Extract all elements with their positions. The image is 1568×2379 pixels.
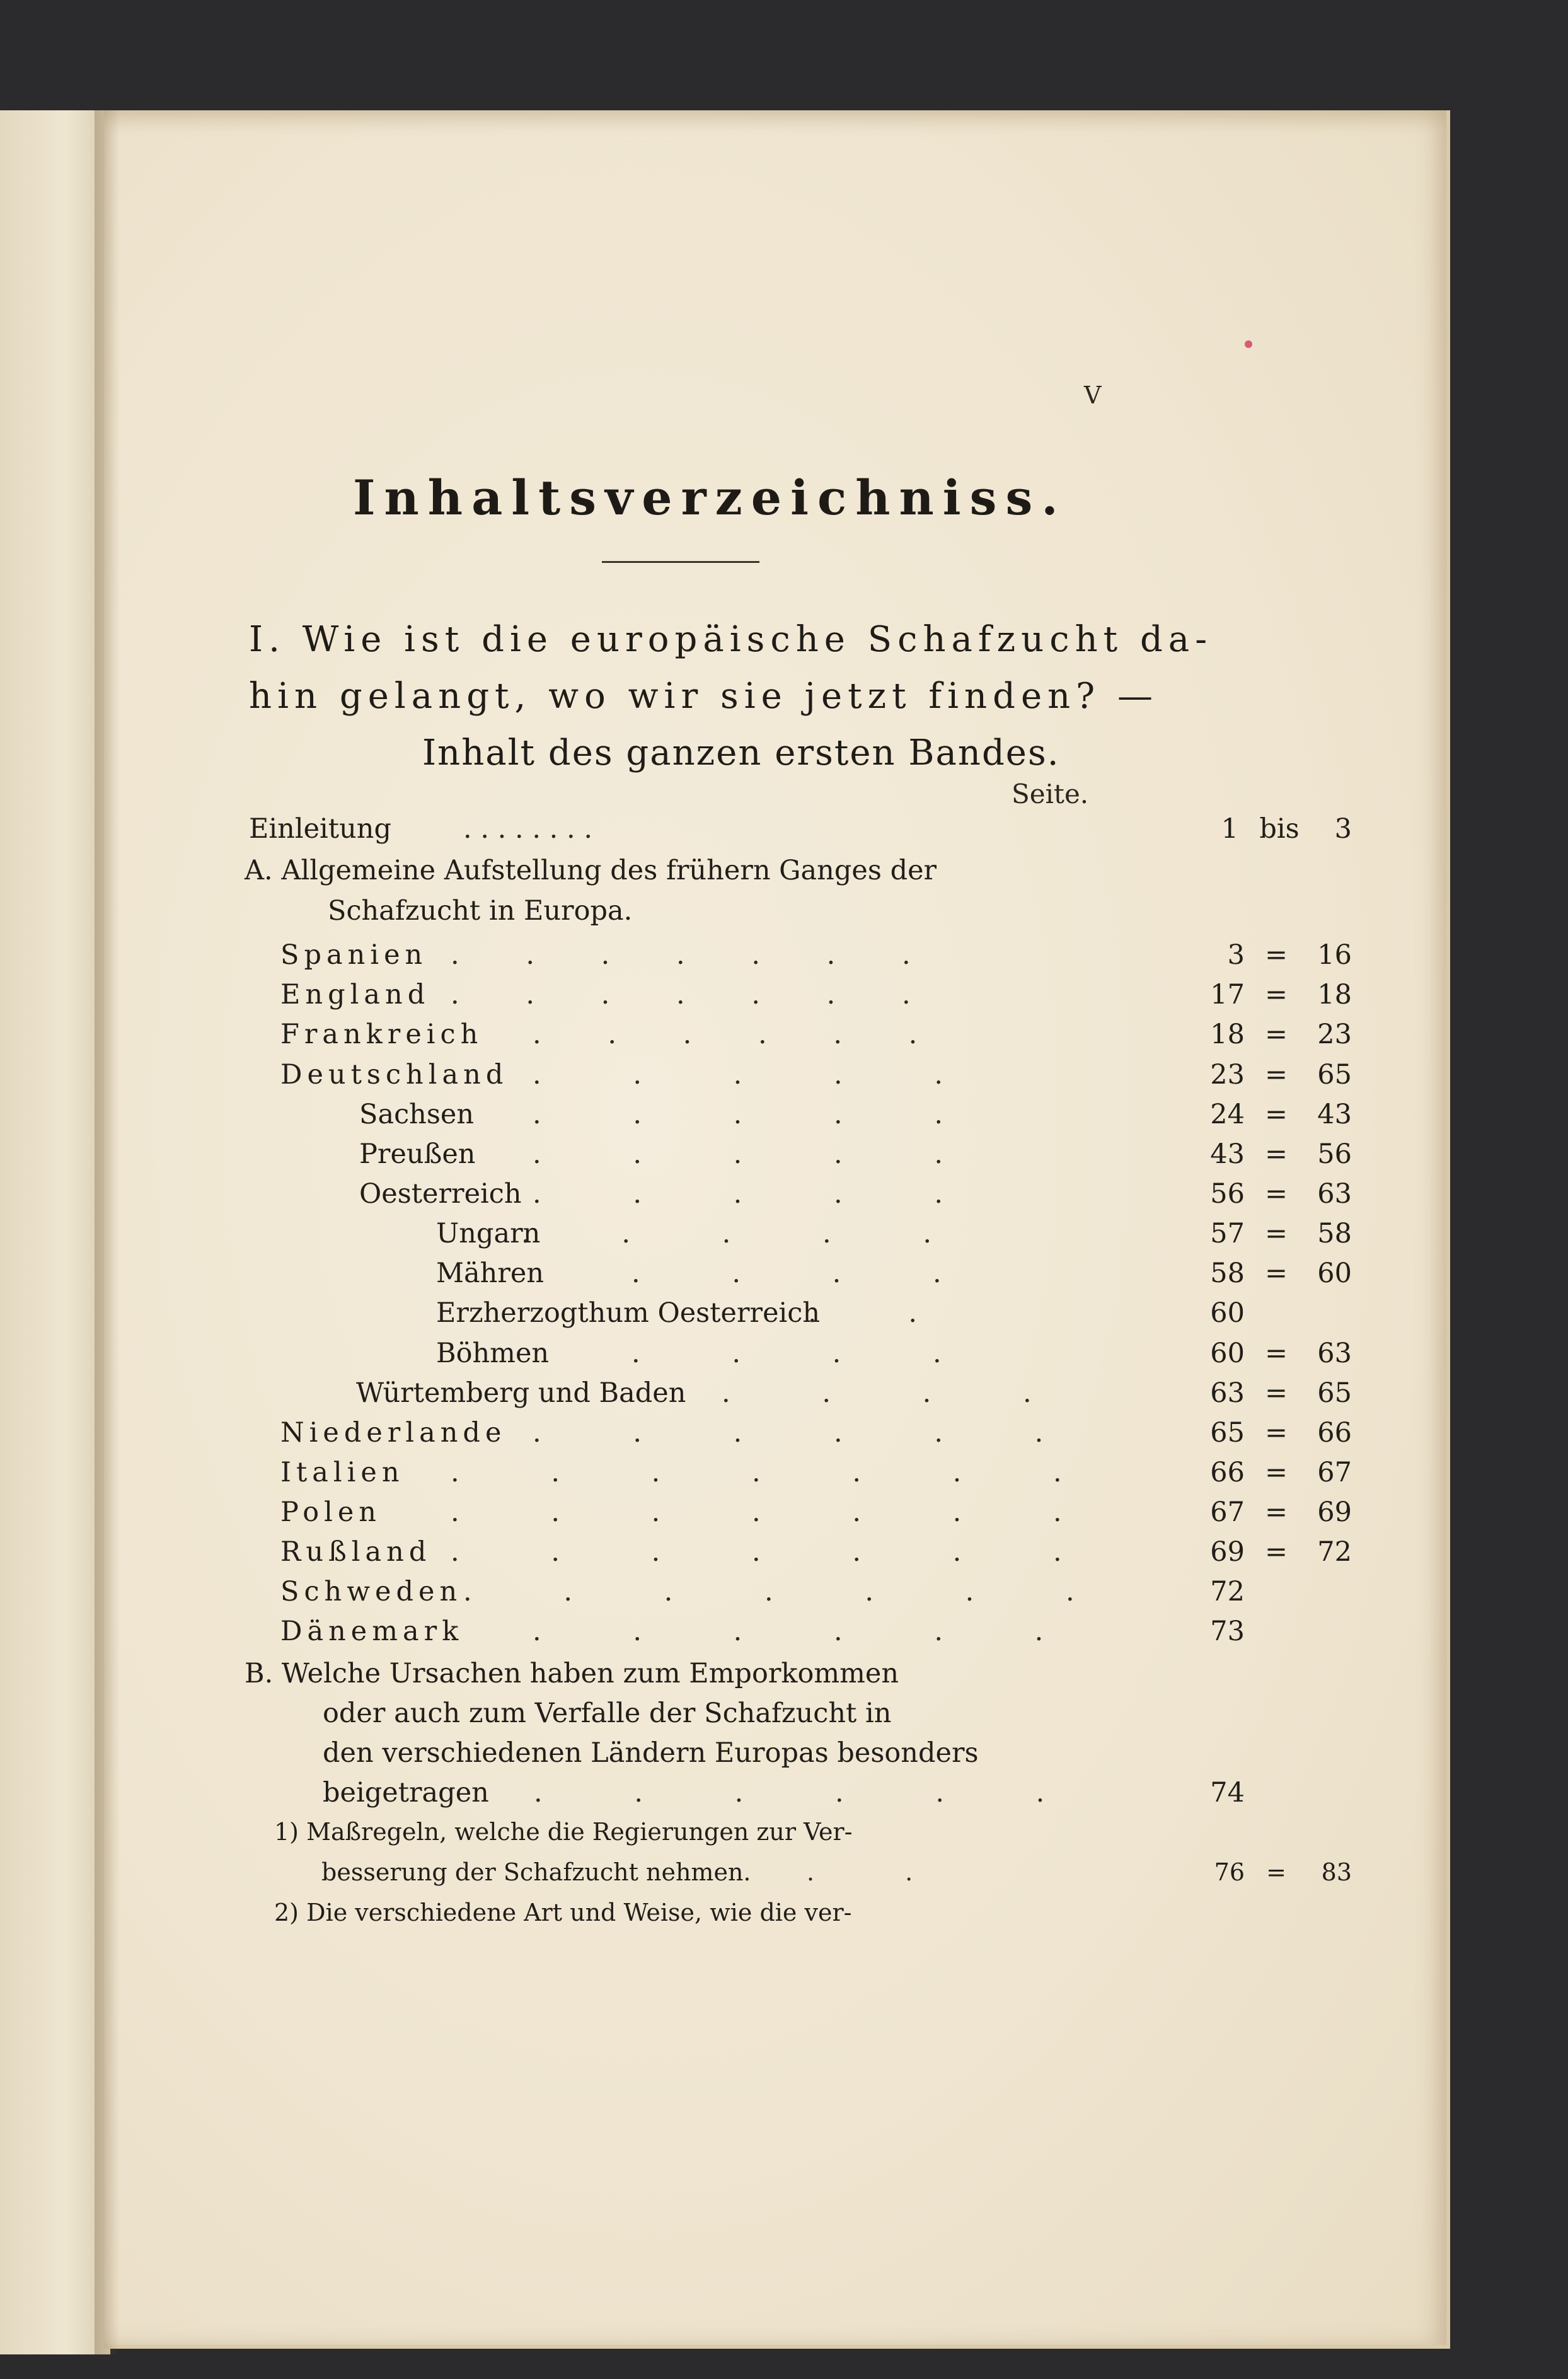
toc-entry-leader: . . . . (722, 1377, 1073, 1409)
toc-entry-leader: . . . . . . . (451, 979, 940, 1010)
toc-entry-label: Frankreich (280, 1019, 483, 1050)
toc-entry-page-from: 57 (1210, 1218, 1245, 1249)
heading-line-2: hin gelangt, wo wir sie jetzt finden? — (249, 676, 1158, 717)
toc-entry-separator: = (1264, 1178, 1288, 1210)
toc-entry-label: Sachsen (359, 1099, 475, 1130)
toc-entry-page-from: 69 (1210, 1536, 1245, 1568)
toc-entry-page-from: 76 (1214, 1858, 1245, 1886)
toc-entry-label: Ungarn (436, 1218, 541, 1249)
toc-entry-label: Mähren (436, 1258, 545, 1289)
toc-entry-label: den verschiedenen Ländern Europas besonders (323, 1737, 979, 1769)
toc-entry-leader: . . . . . . . (451, 939, 940, 971)
toc-entry-label: Preußen (359, 1138, 476, 1170)
toc-entry-label: Böhmen (436, 1338, 550, 1369)
toc-entry-leader: . . . . . . (534, 1777, 1087, 1809)
toc-entry-separator: = (1264, 1457, 1288, 1488)
toc-entry-separator: bis (1259, 813, 1300, 845)
toc-entry-label: Deutschland (280, 1059, 509, 1091)
toc-entry-page-to: 83 (1321, 1858, 1352, 1886)
toc-entry-label: Würtemberg und Baden (356, 1377, 686, 1409)
toc-entry-page-from: 60 (1210, 1297, 1245, 1329)
toc-entry-leader: . . . . . (533, 1059, 985, 1091)
toc-entry-label: Spanien (280, 939, 428, 971)
toc-entry-leader: . . . . (631, 1258, 983, 1289)
toc-entry-page-from: 65 (1210, 1417, 1245, 1449)
toc-entry-label: Oesterreich (359, 1178, 522, 1210)
toc-entry-separator: = (1264, 1138, 1288, 1170)
toc-entry-leader: . . . . . (533, 1099, 985, 1130)
toc-entry-separator: = (1264, 1417, 1288, 1449)
toc-entry-label: besserung der Schafzucht nehmen. (321, 1858, 751, 1886)
toc-entry-leader: . . . . (631, 1338, 983, 1369)
toc-entry-page-to: 56 (1317, 1138, 1352, 1170)
toc-entry-leader: . . . . . . . (451, 1536, 1104, 1568)
toc-entry-separator: = (1264, 939, 1288, 971)
toc-entry-label: B. Welche Ursachen haben zum Emporkommen (245, 1658, 899, 1689)
toc-entry-page-from: 56 (1210, 1178, 1245, 1210)
toc-entry-label: 1) Maßregeln, welche die Regierungen zur Ver- (274, 1818, 853, 1846)
toc-entry-leader: . . . . . . . (463, 1576, 1116, 1607)
toc-entry-page-from: 74 (1210, 1777, 1245, 1809)
toc-entry-label: Schafzucht in Europa. (328, 895, 633, 927)
toc-entry-leader: . . . . . . . (451, 1496, 1104, 1528)
heading-line-1: I. Wie ist die europäische Schafzucht da- (249, 619, 1213, 660)
toc-entry-page-from: 66 (1210, 1457, 1245, 1488)
toc-entry-leader: . . . . . . (533, 1019, 947, 1050)
toc-entry-page-to: 63 (1317, 1178, 1352, 1210)
toc-entry-page-from: 17 (1210, 979, 1245, 1010)
toc-entry-separator: = (1264, 1338, 1288, 1369)
toc-entry-separator: = (1264, 1496, 1288, 1528)
toc-entry-leader: . . . . . (533, 1138, 985, 1170)
toc-entry-label: Italien (280, 1457, 405, 1488)
toc-entry-page-to: 69 (1317, 1496, 1352, 1528)
toc-entry-separator: = (1264, 1059, 1288, 1091)
toc-entry-separator: = (1266, 1858, 1286, 1886)
toc-entry-page-to: 66 (1317, 1417, 1352, 1449)
toc-entry-label: Dänemark (280, 1616, 464, 1647)
toc-entry-page-to: 58 (1317, 1218, 1352, 1249)
toc-entry-label: 2) Die verschiedene Art und Weise, wie die ver- (274, 1899, 852, 1926)
toc-entry-leader: . . . . . (533, 1178, 985, 1210)
toc-entry-page-to: 3 (1334, 813, 1352, 845)
toc-entry-page-from: 24 (1210, 1099, 1245, 1130)
toc-entry-page-from: 73 (1210, 1616, 1245, 1647)
toc-entry-page-from: 18 (1210, 1019, 1245, 1050)
toc-entry-label: Erzherzogthum Oesterreich (436, 1297, 821, 1329)
toc-entry-label: A. Allgemeine Aufstellung des frühern Ganges der (245, 855, 937, 886)
toc-entry-separator: = (1264, 1377, 1288, 1409)
toc-entry-separator: = (1264, 1258, 1288, 1289)
toc-entry-page-from: 1 (1221, 813, 1238, 845)
toc-entry-separator: = (1264, 1099, 1288, 1130)
column-header-seite: Seite. (1012, 779, 1089, 809)
toc-entry-leader: . . . . . (521, 1218, 974, 1249)
toc-entry-page-to: 16 (1317, 939, 1352, 971)
toc-entry-label: beigetragen (323, 1777, 489, 1809)
toc-entry-label: Rußland (280, 1536, 432, 1568)
toc-entry-page-from: 67 (1210, 1496, 1245, 1528)
toc-entry-page-from: 72 (1210, 1576, 1245, 1607)
toc-entry-leader: . . (808, 1297, 959, 1329)
toc-entry-leader: . . . . . . . (451, 1457, 1104, 1488)
toc-entry-page-to: 72 (1317, 1536, 1352, 1568)
toc-entry-page-from: 60 (1210, 1338, 1245, 1369)
toc-entry-separator: = (1264, 1536, 1288, 1568)
toc-entry-label: Einleitung (249, 813, 391, 845)
toc-entry-page-to: 67 (1317, 1457, 1352, 1488)
page-title: Inhaltsverzeichniss. (353, 470, 1067, 526)
toc-entry-label: Polen (280, 1496, 381, 1528)
toc-entry-separator: = (1264, 1019, 1288, 1050)
toc-entry-label: England (280, 979, 430, 1010)
toc-entry-page-to: 60 (1317, 1258, 1352, 1289)
toc-entry-leader: . . (807, 1858, 955, 1886)
toc-entry-separator: = (1264, 1218, 1288, 1249)
toc-entry-page-from: 23 (1210, 1059, 1245, 1091)
toc-entry-page-to: 65 (1317, 1377, 1352, 1409)
heading-line-3: Inhalt des ganzen ersten Bandes. (422, 732, 1060, 773)
toc-entry-page-from: 43 (1210, 1138, 1245, 1170)
toc-entry-label: Niederlande (280, 1417, 507, 1449)
toc-entry-separator: = (1264, 979, 1288, 1010)
toc-entry-label: Schweden (280, 1576, 463, 1607)
toc-entry-leader: . . . . . . (533, 1417, 1085, 1449)
toc-entry-label: oder auch zum Verfalle der Schafzucht in (323, 1698, 892, 1729)
page-number: V (1084, 381, 1102, 409)
toc-entry-leader: . . . . . . (533, 1616, 1085, 1647)
toc-entry-page-to: 18 (1317, 979, 1352, 1010)
toc-entry-page-to: 63 (1317, 1338, 1352, 1369)
toc-entry-page-to: 23 (1317, 1019, 1352, 1050)
toc-entry-page-from: 63 (1210, 1377, 1245, 1409)
toc-entry-page-to: 65 (1317, 1059, 1352, 1091)
toc-entry-page-to: 43 (1317, 1099, 1352, 1130)
toc-entry-leader: . . . . . . . . (463, 813, 593, 845)
toc-entry-page-from: 3 (1227, 939, 1245, 971)
toc-entry-page-from: 58 (1210, 1258, 1245, 1289)
